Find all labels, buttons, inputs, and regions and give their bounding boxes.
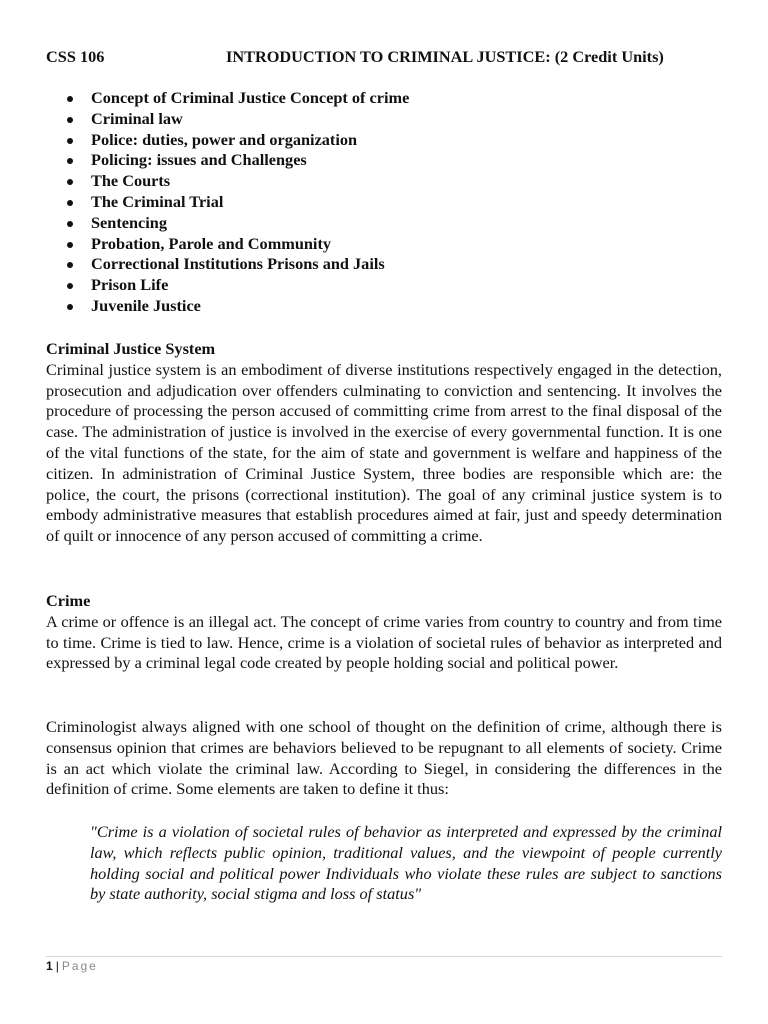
bullet-icon	[67, 158, 73, 164]
list-item: Criminal law	[46, 109, 409, 130]
course-title: INTRODUCTION TO CRIMINAL JUSTICE: (2 Credit Units)	[226, 47, 664, 66]
page-number: 1	[46, 959, 53, 973]
bullet-icon	[67, 96, 73, 102]
list-item: The Courts	[46, 171, 409, 192]
list-item: Prison Life	[46, 275, 409, 296]
criminal-justice-system-section	[46, 339, 722, 547]
crime-section	[46, 591, 722, 674]
list-item: Sentencing	[46, 213, 409, 234]
section-paragraph: Criminologist always aligned with one school of thought on the definition of crime, although there is consensus opinion that crimes are behaviors believed to be repugnant to all elements of society. Crime is an act which violate the criminal law. According to Siegel, in considering the differences in the definition of crime. Some elements are taken to define it thus:	[46, 717, 722, 799]
list-item: Concept of Criminal Justice Concept of crime	[46, 88, 409, 109]
bullet-icon	[67, 200, 73, 206]
list-item: Juvenile Justice	[46, 296, 409, 317]
bullet-icon	[67, 221, 73, 227]
page-footer	[46, 958, 98, 974]
bullet-icon	[67, 283, 73, 289]
section-heading: Criminal Justice System	[46, 339, 216, 358]
bullet-icon	[67, 138, 73, 144]
crime-definition-section	[46, 717, 722, 800]
page-label: Page	[61, 959, 98, 973]
bullet-icon	[67, 262, 73, 268]
footer-separator: |	[55, 959, 59, 973]
bullet-icon	[67, 242, 73, 248]
bullet-icon	[67, 117, 73, 123]
course-code: CSS 106	[46, 47, 105, 66]
footer-divider	[46, 956, 722, 957]
topic-list	[46, 88, 409, 317]
bullet-icon	[67, 179, 73, 185]
list-item: Probation, Parole and Community	[46, 234, 409, 255]
section-paragraph: Criminal justice system is an embodiment of diverse institutions respectively engaged in the detection, prosecution and adjudication over offenders culminating to conviction and sentencing. It involves the procedure of processing the person accused of committing crime from arrest to the final disposal of the case. The administration of justice is involved in the exercise of every governmental function. It is one of the vital functions of the state, for the aim of state and government is welfare and happiness of the citizen. In administration of Criminal Justice System, three bodies are responsible which are: the police, the court, the prisons (correctional institution). The goal of any criminal justice system is to embody administrative measures that establish procedures aimed at fair, just and speedy determination of quilt or innocence of any person accused of committing a crime.	[46, 359, 722, 546]
list-item: Policing: issues and Challenges	[46, 150, 409, 171]
bullet-icon	[67, 304, 73, 310]
list-item: Correctional Institutions Prisons and Jails	[46, 254, 409, 275]
section-heading: Crime	[46, 591, 91, 610]
block-quote: "Crime is a violation of societal rules of behavior as interpreted and expressed by the criminal law, which reflects public opinion, traditional values, and the viewpoint of people currently holding social and political power Individuals who violate these rules are subject to sanctions by state authority, social stigma and loss of status"	[90, 822, 722, 904]
list-item: The Criminal Trial	[46, 192, 409, 213]
section-paragraph: A crime or offence is an illegal act. The concept of crime varies from country to country and from time to time. Crime is tied to law. Hence, crime is a violation of societal rules of behavior as interpreted and expressed by a criminal legal code created by people holding social and political power.	[46, 611, 722, 673]
list-item: Police: duties, power and organization	[46, 130, 409, 151]
